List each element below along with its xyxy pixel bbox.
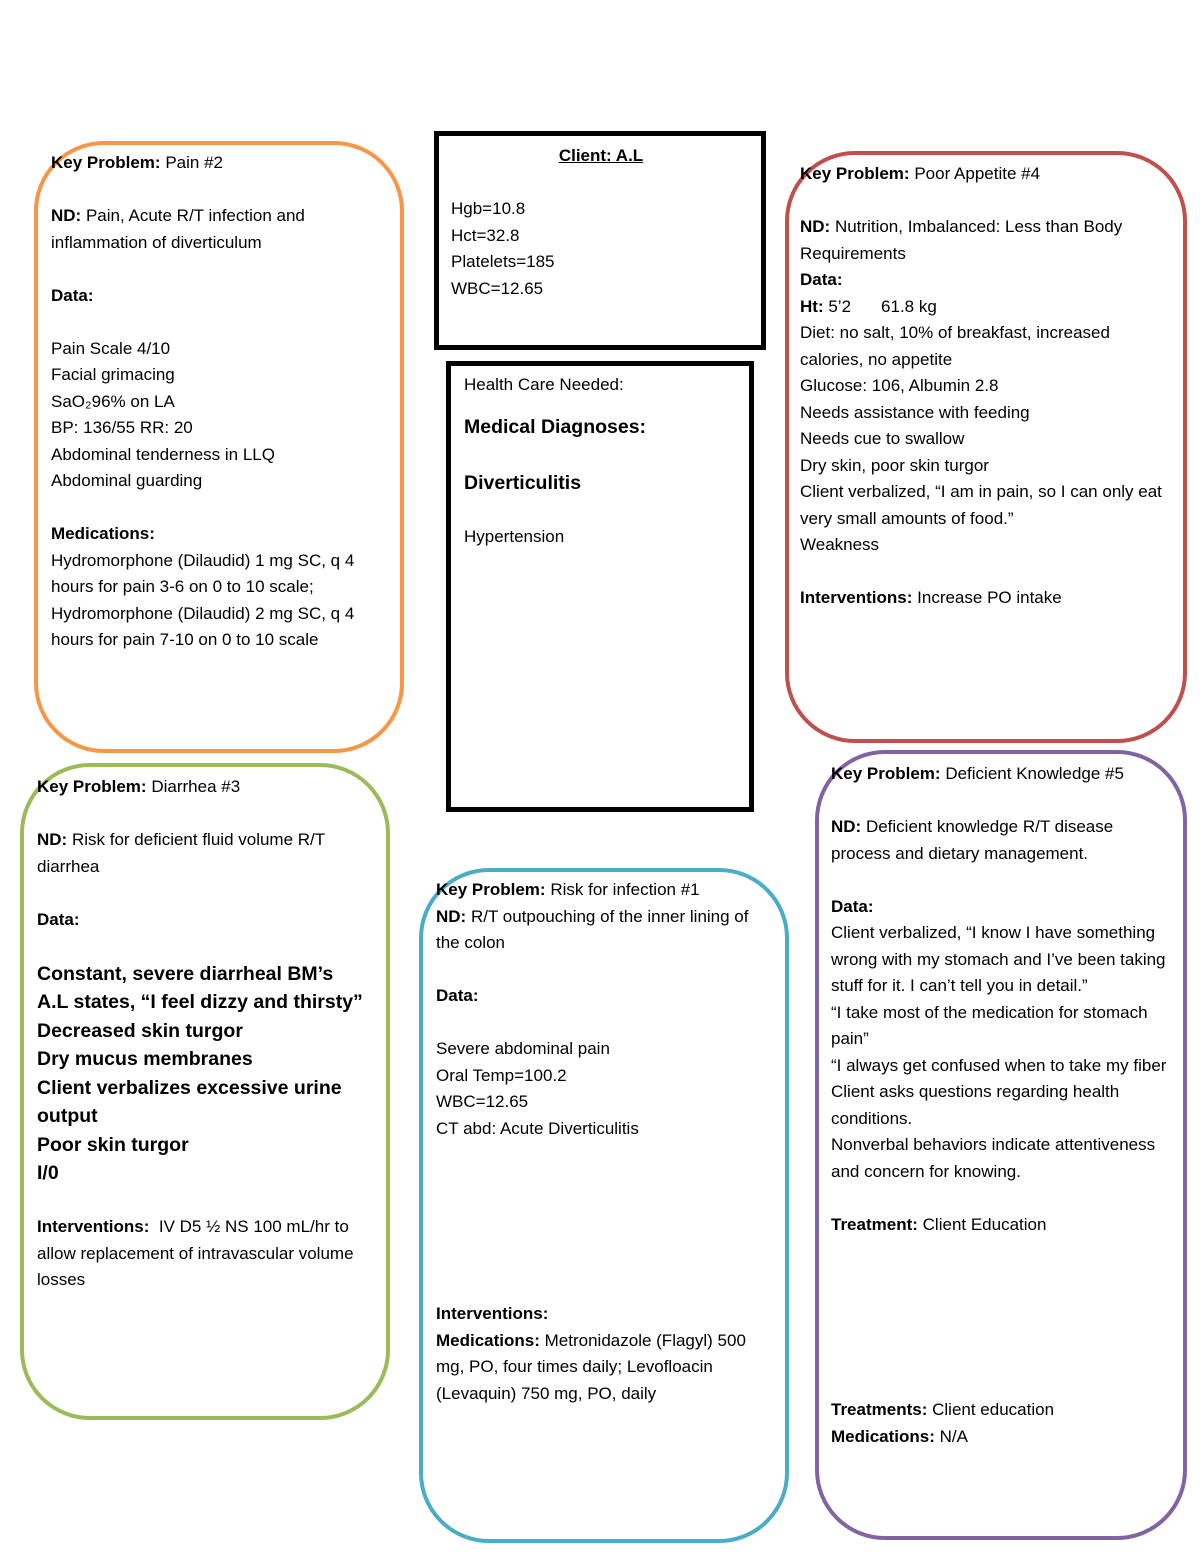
appetite-data-label: Data: xyxy=(800,270,843,289)
lab-value: Platelets=185 xyxy=(451,252,555,271)
lab-value: Hct=32.8 xyxy=(451,225,520,245)
pain-medications: Hydromorphone (Dilaudid) 1 mg SC, q 4 hours for pain 3-6 on 0 to 10 scale; Hydromorphone (Dilaudid) 2 mg SC, q 4 hours for pain 7-10 on 0 to 10 scale xyxy=(51,550,355,649)
diarrhea-key-problem: Key Problem: Diarrhea #3 xyxy=(37,777,241,796)
knowledge-data-item: Nonverbal behaviors indicate attentiveness and concern for knowing. xyxy=(831,1135,1156,1181)
infection-problem-content xyxy=(436,877,776,1407)
diarrhea-data-item: Poor skin turgor xyxy=(37,1133,189,1156)
appetite-data-item: Dry skin, poor skin turgor xyxy=(800,455,989,475)
medical-diagnoses-heading: Medical Diagnoses: xyxy=(464,415,647,438)
appetite-nursing-diagnosis: ND: Nutrition, Imbalanced: Less than Body Requirements xyxy=(800,217,1123,263)
infection-key-problem: Key Problem: Risk for infection #1 xyxy=(436,880,700,899)
health-care-heading: Health Care Needed: xyxy=(464,375,624,394)
infection-data-item: Severe abdominal pain xyxy=(436,1039,610,1058)
diarrhea-interventions: Interventions: IV D5 ½ NS 100 mL/hr to allow replacement of intravascular volume losses xyxy=(37,1217,354,1289)
knowledge-treatments: Treatments: Client education xyxy=(831,1400,1055,1419)
pain-data-item: SaO₂96% on LA xyxy=(51,391,175,411)
diagnosis-secondary: Hypertension xyxy=(464,526,565,546)
client-lab-content xyxy=(451,143,751,302)
knowledge-data-item: Client verbalized, “I know I have something wrong with my stomach and I’ve been taking stuff for it. I can’t tell you in detail.” xyxy=(831,923,1166,995)
appetite-data-item: Glucose: 106, Albumin 2.8 xyxy=(800,376,999,395)
knowledge-nursing-diagnosis: ND: Deficient knowledge R/T disease process and dietary management. xyxy=(831,817,1114,863)
appetite-data-item: Diet: no salt, 10% of breakfast, increased calories, no appetite xyxy=(800,323,1110,369)
knowledge-data-label: Data: xyxy=(831,896,874,916)
pain-data-item: Abdominal guarding xyxy=(51,471,203,490)
pain-data-item: Pain Scale 4/10 xyxy=(51,338,171,358)
infection-data-item: CT abd: Acute Diverticulitis xyxy=(436,1118,639,1138)
client-title: Client: A.L xyxy=(558,146,644,165)
knowledge-data-item: Client asks questions regarding health conditions. xyxy=(831,1082,1120,1128)
pain-medications-label: Medications: xyxy=(51,524,155,543)
pain-data-item: Abdominal tenderness in LLQ xyxy=(51,444,275,464)
knowledge-data-item: “I always get confused when to take my fiber xyxy=(831,1055,1167,1075)
diarrhea-data-item: A.L states, “I feel dizzy and thirsty” xyxy=(37,991,363,1013)
diagnosis-primary: Diverticulitis xyxy=(464,472,582,494)
diarrhea-data-label: Data: xyxy=(37,909,80,929)
medical-diagnoses-content xyxy=(464,372,744,550)
infection-interventions-label: Interventions: xyxy=(436,1304,549,1323)
knowledge-medications: Medications: N/A xyxy=(831,1426,968,1446)
lab-value: WBC=12.65 xyxy=(451,278,544,298)
pain-problem-content xyxy=(51,150,396,654)
diarrhea-data-item: Client verbalizes excessive urine output xyxy=(37,1076,342,1127)
diarrhea-data-item: Dry mucus membranes xyxy=(37,1048,253,1070)
pain-nursing-diagnosis: ND: Pain, Acute R/T infection and inflammation of diverticulum xyxy=(51,206,305,252)
knowledge-problem-content xyxy=(831,761,1173,1450)
infection-data-item: WBC=12.65 xyxy=(436,1092,529,1111)
appetite-interventions: Interventions: Increase PO intake xyxy=(800,588,1062,607)
diarrhea-data-item: Decreased skin turgor xyxy=(37,1019,243,1042)
infection-nursing-diagnosis: ND: R/T outpouching of the inner lining of the colon xyxy=(436,906,749,952)
appetite-data-item: Needs cue to swallow xyxy=(800,429,965,448)
appetite-data-item: Client verbalized, “I am in pain, so I can only eat very small amounts of food.” xyxy=(800,482,1162,528)
pain-data-item: Facial grimacing xyxy=(51,365,175,384)
infection-medications: Medications: Metronidazole (Flagyl) 500 mg, PO, four times daily; Levofloacin (Levaquin) 750 mg, PO, daily xyxy=(436,1330,746,1403)
appetite-key-problem: Key Problem: Poor Appetite #4 xyxy=(800,164,1041,183)
lab-value: Hgb=10.8 xyxy=(451,199,526,218)
appetite-data-item: Needs assistance with feeding xyxy=(800,402,1030,422)
infection-data-item: Oral Temp=100.2 xyxy=(436,1065,567,1085)
knowledge-treatment: Treatment: Client Education xyxy=(831,1214,1047,1234)
appetite-height-weight: Ht: 5’2 61.8 kg xyxy=(800,296,937,316)
pain-data-item: BP: 136/55 RR: 20 xyxy=(51,418,193,437)
infection-data-label: Data: xyxy=(436,986,479,1005)
diarrhea-data-item: Constant, severe diarrheal BM’s xyxy=(37,962,334,985)
appetite-problem-content xyxy=(800,161,1172,612)
pain-key-problem: Key Problem: Pain #2 xyxy=(51,153,223,172)
knowledge-key-problem: Key Problem: Deficient Knowledge #5 xyxy=(831,764,1124,783)
knowledge-data-item: “I take most of the medication for stomach pain” xyxy=(831,1002,1148,1048)
pain-data-label: Data: xyxy=(51,285,94,305)
appetite-data-item: Weakness xyxy=(800,535,880,554)
diarrhea-problem-content xyxy=(37,774,377,1294)
diarrhea-nursing-diagnosis: ND: Risk for deficient fluid volume R/T diarrhea xyxy=(37,830,325,876)
diarrhea-data-item: I/0 xyxy=(37,1162,59,1184)
